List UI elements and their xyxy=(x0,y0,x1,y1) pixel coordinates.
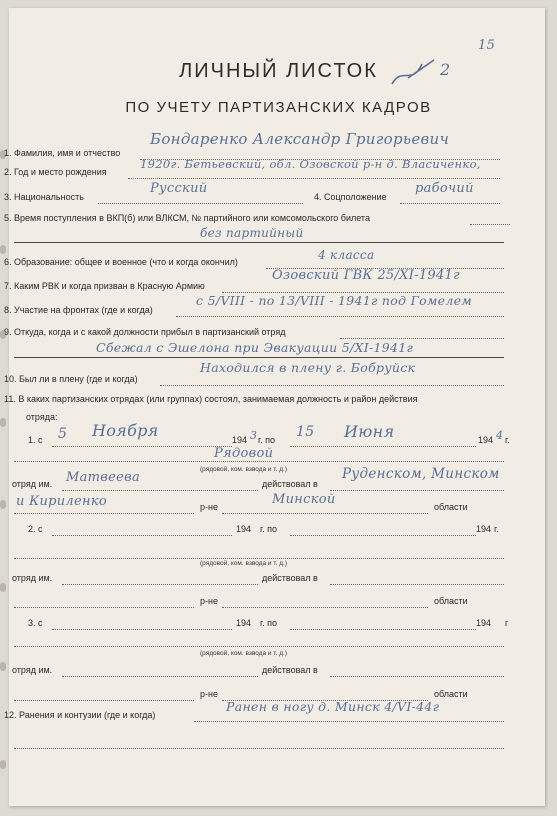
unit-1-rank-hint: (рядовой, ком. взвода и т. д.) xyxy=(200,466,287,473)
unit-1-to-month: Июня xyxy=(344,422,395,441)
field-1-value: Бондаренко Александр Григорьевич xyxy=(150,130,450,148)
field-2-value: 1920г. Бетьевский, обл. Озовской р-н д. Власиченко, xyxy=(140,157,481,171)
unit-2-to-label: г. по xyxy=(260,524,278,534)
unit-3-oblast-label: области xyxy=(434,689,468,699)
unit-3-region-label: р-не xyxy=(200,689,218,699)
field-9-label: 9. Откуда, когда и с какой должности прибыл в партизанский отряд xyxy=(4,327,286,337)
field-11-label: 11. В каких партизанских отрядах (или группах) состоял, занимаемая должность и район действия xyxy=(4,394,418,404)
unit-1-to-label: г. по xyxy=(258,435,276,445)
unit-1-region: Минской xyxy=(272,492,336,507)
unit-2-no: 2. с xyxy=(28,524,43,534)
unit-2-unit-label: отряд им. xyxy=(12,573,53,583)
field-3-label: 3. Национальность xyxy=(4,192,84,202)
field-7-value: Озовский ГВК 25/XI-1941г xyxy=(272,268,460,283)
form-subtitle: ПО УЧЕТУ ПАРТИЗАНСКИХ КАДРОВ xyxy=(125,99,432,116)
field-9-value: Сбежал с Эшелона при Эвакуации 5/XI-1941г xyxy=(96,340,414,355)
field-12-label: 12. Ранения и контузии (где и когда) xyxy=(4,710,156,720)
field-6-value: 4 класса xyxy=(318,248,375,262)
unit-1-from-day: 5 xyxy=(58,426,68,442)
unit-3-year-end: г xyxy=(505,618,509,628)
unit-1-unit-label: отряд им. xyxy=(12,479,53,489)
field-2-label: 2. Год и место рождения xyxy=(4,167,107,177)
unit-1-to-day: 15 xyxy=(296,424,315,440)
title-scribble-mark xyxy=(388,58,438,88)
unit-2-year-end: г. xyxy=(494,524,499,534)
field-12-value: Ранен в ногу д. Минск 4/VI-44г xyxy=(226,699,440,714)
unit-2-from-year: 194 xyxy=(236,524,252,534)
field-5-value: без партийный xyxy=(200,226,304,240)
field-10-value: Находился в плену г. Бобруйск xyxy=(200,360,416,375)
field-3-value: Русский xyxy=(150,181,208,196)
unit-1-unit-name-cont: и Кириленко xyxy=(16,494,108,509)
field-10-label: 10. Был ли в плену (где и когда) xyxy=(4,374,138,384)
field-5-label: 5. Время поступления в ВКП(б) или ВЛКСМ, № партийного или комсомольского билета xyxy=(4,213,370,223)
unit-1-unit-name: Матвеева xyxy=(66,470,141,485)
unit-1-rank: Рядовой xyxy=(214,446,274,461)
field-6-label: 6. Образование: общее и военное (что и когда окончил) xyxy=(4,257,238,267)
form-title: ЛИЧНЫЙ ЛИСТОК xyxy=(179,60,378,82)
unit-2-oblast-label: области xyxy=(434,596,468,606)
unit-1-region-label: р-не xyxy=(200,502,218,512)
unit-2-rank-hint: (рядовой, ком. взвода и т. д.) xyxy=(200,560,287,567)
unit-3-no: 3. с xyxy=(28,618,43,628)
form-sheet xyxy=(9,8,545,806)
unit-1-from-year-suffix: 3 xyxy=(250,429,258,442)
title-scribble: 2 xyxy=(440,60,451,79)
unit-1-no: 1. с xyxy=(28,435,43,445)
unit-2-acted-label: действовал в xyxy=(262,573,318,583)
unit-1-to-year: 194 xyxy=(478,435,494,445)
unit-2-to-year: 194 xyxy=(476,524,492,534)
unit-3-rank-hint: (рядовой, ком. взвода и т. д.) xyxy=(200,650,287,657)
field-1-label: 1. Фамилия, имя и отчество xyxy=(4,148,121,158)
unit-1-from-year: 194 xyxy=(232,435,248,445)
field-11-label-cont: отряда: xyxy=(26,412,58,422)
unit-3-to-label: г. по xyxy=(260,618,278,628)
unit-3-unit-label: отряд им. xyxy=(12,665,53,675)
unit-3-acted-label: действовал в xyxy=(262,665,318,675)
field-4-label: 4. Соцположение xyxy=(314,192,387,202)
unit-1-year-end: г. xyxy=(505,435,510,445)
unit-1-from-month: Ноября xyxy=(92,421,159,440)
field-4-value: рабочий xyxy=(415,181,474,196)
unit-1-oblast-label: области xyxy=(434,502,468,512)
field-7-label: 7. Каким РВК и когда призван в Красную Армию xyxy=(4,281,205,291)
field-8-value: с 5/VIII - по 13/VIII - 1941г под Гомелем xyxy=(196,293,472,308)
page-number: 15 xyxy=(478,38,496,53)
unit-1-area: Руденском, Минском xyxy=(342,466,500,482)
unit-1-acted-label: действовал в xyxy=(262,479,318,489)
unit-3-from-year: 194 xyxy=(236,618,252,628)
unit-3-to-year: 194 xyxy=(476,618,492,628)
unit-2-region-label: р-не xyxy=(200,596,218,606)
unit-1-to-year-suffix: 4 xyxy=(496,429,504,442)
field-8-label: 8. Участие на фронтах (где и когда) xyxy=(4,305,153,315)
